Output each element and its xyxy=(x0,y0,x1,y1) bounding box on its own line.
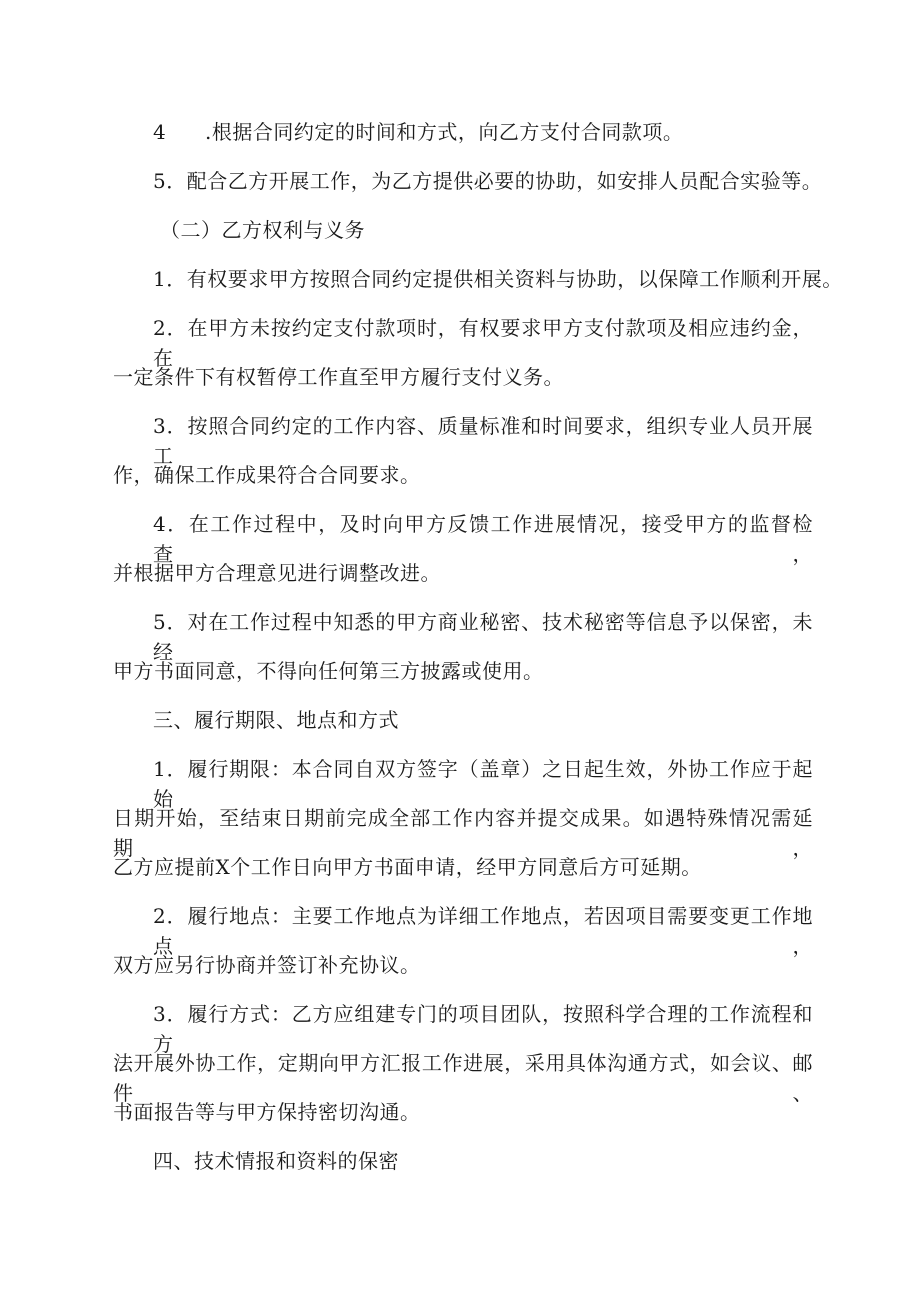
section-heading-3: 三、履行期限、地点和方式 xyxy=(153,708,399,732)
paragraph-c2-line1: 2．履行地点：主要工作地点为详细工作地点，若因项目需要变更工作地点， xyxy=(153,904,813,958)
paragraph-c3-line1: 3．履行方式：乙方应组建专门的项目团队，按照科学合理的工作流程和方 xyxy=(153,1002,813,1056)
paragraph-c3-line2: 法开展外协工作，定期向甲方汇报工作进展，采用具体沟通方式，如会议、邮件、 xyxy=(113,1051,813,1105)
paragraph-b5-line1: 5．对在工作过程中知悉的甲方商业秘密、技术秘密等信息予以保密，未经 xyxy=(153,610,813,664)
paragraph-b5-line2: 甲方书面同意，不得向任何第三方披露或使用。 xyxy=(113,659,544,683)
paragraph-b4-line2: 并根据甲方合理意见进行调整改进。 xyxy=(113,561,441,585)
paragraph-text: .根据合同约定的时间和方式，向乙方支付合同款项。 xyxy=(205,120,684,144)
paragraph-b4-line1: 4．在工作过程中，及时向甲方反馈工作进展情况，接受甲方的监督检查， xyxy=(153,512,813,566)
paragraph-b2-line1: 2．在甲方未按约定支付款项时，有权要求甲方支付款项及相应违约金，在 xyxy=(153,316,813,370)
paragraph-a4 xyxy=(153,117,683,147)
paragraph-b3-line2: 作，确保工作成果符合合同要求。 xyxy=(113,463,421,487)
section-heading-party-b: （二）乙方权利与义务 xyxy=(160,218,365,242)
paragraph-c1-line2: 日期开始，至结束日期前完成全部工作内容并提交成果。如遇特殊情况需延期， xyxy=(113,806,813,860)
paragraph-b1: 1．有权要求甲方按照合同约定提供相关资料与协助，以保障工作顺利开展。 xyxy=(153,267,843,291)
section-heading-4: 四、技术情报和资料的保密 xyxy=(153,1149,399,1173)
paragraph-b3-line1: 3．按照合同约定的工作内容、质量标准和时间要求，组织专业人员开展工 xyxy=(153,414,813,468)
paragraph-c3-line3: 书面报告等与甲方保持密切沟通。 xyxy=(113,1100,421,1124)
item-number: 4 xyxy=(153,120,167,144)
paragraph-b2-line2: 一定条件下有权暂停工作直至甲方履行支付义务。 xyxy=(113,365,564,389)
paragraph-c1-line3: 乙方应提前X个工作日向甲方书面申请，经甲方同意后方可延期。 xyxy=(113,855,702,879)
paragraph-a5: 5．配合乙方开展工作，为乙方提供必要的协助，如安排人员配合实验等。 xyxy=(153,169,823,193)
paragraph-c1-line1: 1．履行期限：本合同自双方签字（盖章）之日起生效，外协工作应于起始 xyxy=(153,757,813,811)
paragraph-c2-line2: 双方应另行协商并签订补充协议。 xyxy=(113,953,421,977)
